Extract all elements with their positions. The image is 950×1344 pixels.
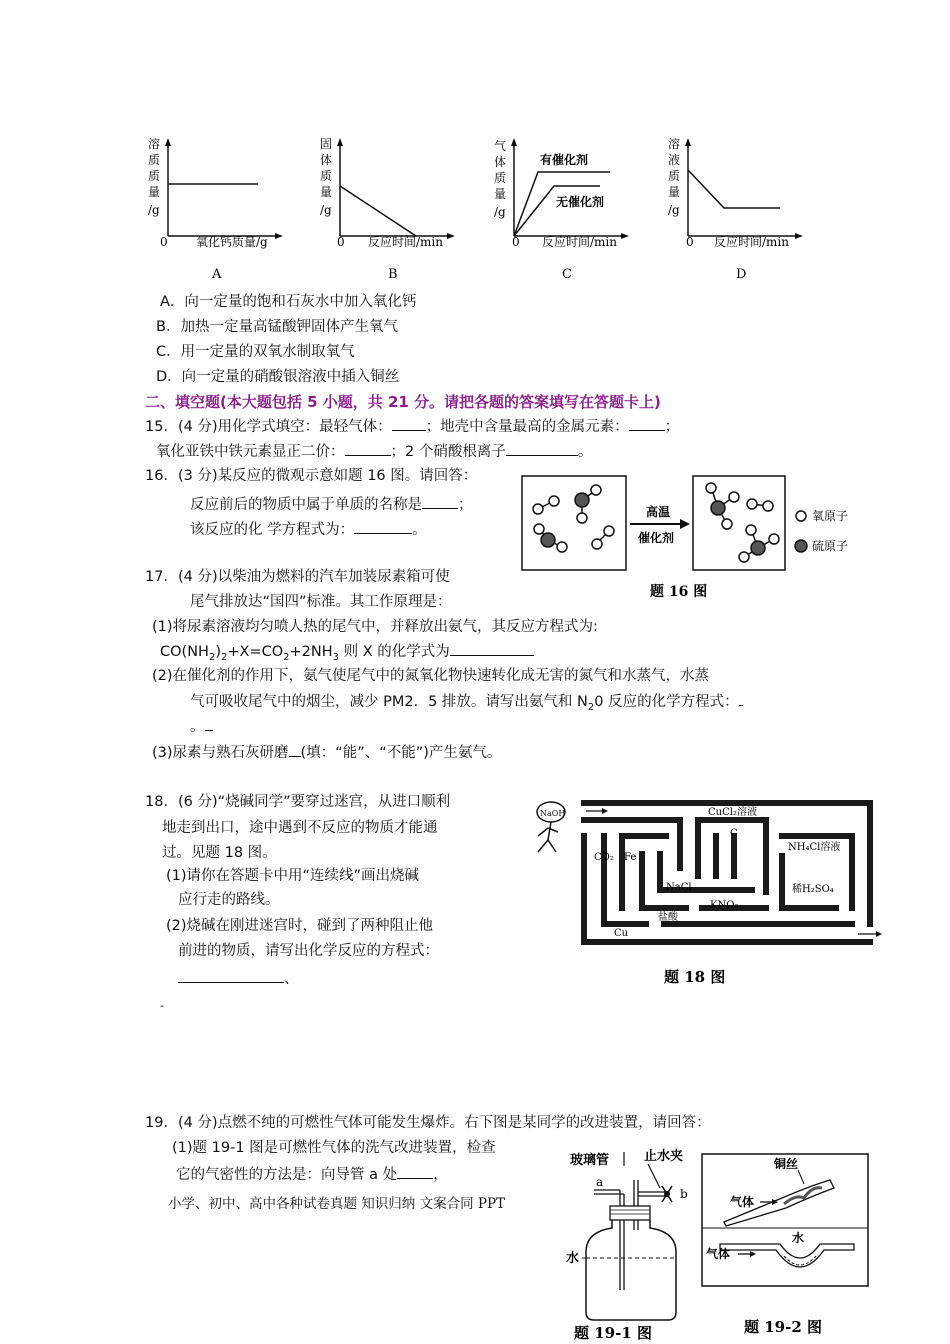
graph-a-ylabel-2: 质 (148, 153, 161, 167)
stray-dash: - (160, 999, 164, 1012)
graph-b-letter: B (388, 267, 398, 282)
option-d: D．向一定量的硝酸银溶液中插入铜丝 (156, 369, 400, 385)
legend-oxygen: 氧原子 (812, 509, 849, 523)
graph-b-origin: 0 (337, 235, 345, 249)
graph-b-ylabel-3: 质 (320, 169, 333, 183)
q18-line5: 应行走的路线。 (178, 892, 280, 908)
graph-c-ylabel-1: 气 (494, 139, 507, 153)
graph-a-xlabel: 氧化钙质量/g (196, 235, 268, 249)
q15-blank-1 (392, 416, 426, 431)
maze-h2so4: 稀H₂SO₄ (792, 884, 834, 895)
q17-line7: 。 (190, 716, 213, 737)
graph-d-ylabel-2: 液 (668, 153, 681, 167)
fig19-2-gas2: 气体 (706, 1247, 731, 1261)
graph-c-ylabel-2: 体 (494, 155, 507, 169)
q17-blank-4 (289, 742, 301, 757)
maze-cu: Cu (614, 928, 629, 939)
q16-figure (520, 474, 865, 606)
maze-caption: 题 18 图 (664, 968, 726, 986)
q19-line2: (1)题 19-1 图是可燃性气体的洗气改进装置，检查 (172, 1140, 496, 1156)
graph-b-ylabel-5: /g (320, 203, 332, 217)
q18-line3: 过。见题 18 图。 (162, 845, 277, 861)
option-a: A．向一定量的饱和石灰水中加入氧化钙 (160, 294, 417, 310)
graph-c-letter: C (562, 267, 572, 282)
graph-a (148, 136, 283, 282)
maze-fe: Fe (624, 852, 637, 863)
graph-a-ylabel-3: 质 (148, 169, 161, 183)
q18-line2: 地走到出口，途中遇到不反应的物质才能通 (162, 820, 438, 836)
q17-line1: 17．(4 分)以柴油为燃料的汽车加装尿素箱可使 (145, 569, 450, 585)
graph-a-ylabel-1: 溶 (148, 137, 161, 151)
graph-d (668, 136, 803, 282)
q16-line3: 该反应的化 学方程式为： 。 (190, 519, 427, 540)
q15-blank-2 (629, 416, 665, 431)
q17-line2: 尾气排放达“国四”标准。其工作原理是： (190, 594, 452, 610)
footer-ad: 小学、初中、高中各种试卷真题 知识归纳 文案合同 PPT (168, 1196, 506, 1212)
maze-nacl: NaCl (666, 882, 692, 893)
maze-kno3: KNO₃ (710, 900, 739, 911)
q18-blank-1 (178, 968, 284, 983)
q19-blank-1 (397, 1164, 433, 1179)
q16-blank-1 (422, 494, 458, 509)
fig-19-2 (700, 1146, 875, 1344)
fig19-1-caption: 题 19-1 图 (574, 1324, 652, 1342)
q15-blank-3 (345, 441, 391, 456)
fig19-1-a: a (596, 1175, 604, 1189)
q15-line1: 15．(4 分)用化学式填空：最轻气体： ；地壳中含量最高的金属元素： ； (145, 416, 679, 437)
q16-arrow-bottom: 催化剂 (638, 531, 675, 545)
graph-a-letter: A (212, 267, 222, 282)
q18-line8: 、 (178, 968, 299, 989)
graph-b (320, 137, 455, 282)
graph-c-ylabel-3: 质 (494, 171, 507, 185)
q19-line1: 19．(4 分)点燃不纯的可燃性气体可能发生爆炸。右下图是某同学的改进装置，请回答： (145, 1115, 711, 1131)
graph-b-ylabel-2: 体 (320, 153, 333, 167)
graph-b-ylabel-1: 固 (320, 137, 333, 151)
section-heading: 二、填空题(本大题包括 5 小题，共 21 分。请把各题的答案填写在答题卡上) (145, 393, 661, 411)
fig19-1-tube-label: 玻璃管 (570, 1153, 610, 1168)
fig19-1-clamp-label: 止水夹 (644, 1149, 684, 1164)
q18-line1: 18．(6 分)“烧碱同学”要穿过迷宫，从进口顺利 (145, 794, 451, 810)
q17-line8: (3)尿素与熟石灰研磨 (填：“能”、“不能”)产生氨气。 (152, 742, 501, 763)
graph-c-ylabel-5: /g (494, 205, 506, 219)
q17-line3: (1)将尿素溶液均匀喷人热的尾气中，并释放出氨气，其反应方程式为: (152, 619, 598, 635)
maze-co2: CO₂ (594, 852, 614, 863)
maze-cucl2: CuCl₂溶液 (708, 807, 757, 818)
q16-line2: 反应前后的物质中属于单质的名称是 ； (190, 494, 473, 515)
naoh-label: NaOH (540, 809, 566, 818)
fig19-2-copper-label: 铜丝 (774, 1157, 799, 1171)
naoh-stick-figure (537, 802, 565, 852)
graph-c (494, 138, 629, 282)
fig19-2-water: 水 (792, 1231, 805, 1245)
maze-hcl: 盐酸 (658, 912, 678, 923)
fig-19-1 (564, 1140, 704, 1344)
graph-d-letter: D (736, 267, 747, 282)
q16-line1: 16．(3 分)某反应的微观示意如题 16 图。请回答： (145, 468, 478, 484)
q17-line4: $CO(NH_2)_2+X=CO_2+2NH_3$ 则 X 的化学式为 (160, 641, 534, 668)
fig19-2-gas1: 气体 (730, 1195, 755, 1209)
graph-d-ylabel-4: 量 (668, 185, 681, 199)
graph-c-ylabel-4: 量 (494, 187, 507, 201)
graph-c-origin: 0 (512, 235, 520, 249)
q18-line4: (1)请你在答题卡中用“连续线”画出烧碱 (166, 868, 420, 884)
graph-c-xlabel: 反应时间/min (542, 235, 617, 249)
graph-d-ylabel-3: 质 (668, 169, 681, 183)
graph-d-ylabel-5: /g (668, 203, 680, 217)
q16-blank-2 (354, 519, 412, 534)
q18-line6: (2)烧碱在刚进迷宫时，碰到了两种阻止他 (166, 918, 434, 934)
q17-blank-3 (205, 716, 213, 731)
option-c: C．用一定量的双氧水制取氧气 (156, 344, 355, 360)
q15-line2: 氧化亚铁中铁元素显正二价： ；2 个硝酸根离子 。 (156, 441, 592, 462)
fig19-1-b: b (680, 1187, 688, 1201)
q17-line5: (2)在催化剂的作用下，氨气使尾气中的氮氧化物快速转化成无害的氮气和水蒸气，水蒸 (152, 668, 710, 684)
q16-arrow-top: 高温 (646, 505, 671, 519)
graph-d-ylabel-1: 溶 (668, 137, 681, 151)
maze-figure (526, 796, 896, 992)
q17-line6: 气可吸收尾气中的烟尘，减少 PM2．5 排放。请写出氨气和 $N_20$ 反应的化学方程式： (190, 691, 743, 718)
graph-c-curve1-label: 有催化剂 (540, 153, 589, 167)
q17-blank-2 (739, 691, 743, 706)
q17-blank-1 (450, 641, 534, 656)
q19-line3: 它的气密性的方法是：向导管 a 处 ， (176, 1164, 448, 1185)
graph-b-xlabel: 反应时间/min (368, 235, 443, 249)
graph-a-ylabel-5: /g (148, 203, 160, 217)
graph-b-ylabel-4: 量 (320, 185, 333, 199)
q16-caption: 题 16 图 (650, 584, 708, 600)
maze-nh4cl: NH₄Cl溶液 (788, 842, 841, 853)
option-b: B．加热一定量高锰酸钾固体产生氧气 (156, 319, 398, 335)
fig19-1-water: 水 (566, 1251, 580, 1266)
graphs-figure (140, 136, 820, 286)
q18-line7: 前进的物质，请写出化学反应的方程式： (178, 943, 439, 959)
graph-a-ylabel-4: 量 (148, 185, 161, 199)
graph-d-origin: 0 (686, 235, 694, 249)
maze-c: C (730, 828, 738, 839)
graph-a-origin: 0 (160, 235, 168, 249)
fig19-2-caption: 题 19-2 图 (744, 1318, 822, 1336)
graph-c-curve2-label: 无催化剂 (556, 195, 605, 209)
graph-d-xlabel: 反应时间/min (714, 235, 789, 249)
q15-blank-4 (506, 441, 578, 456)
legend-sulfur: 硫原子 (812, 539, 849, 553)
